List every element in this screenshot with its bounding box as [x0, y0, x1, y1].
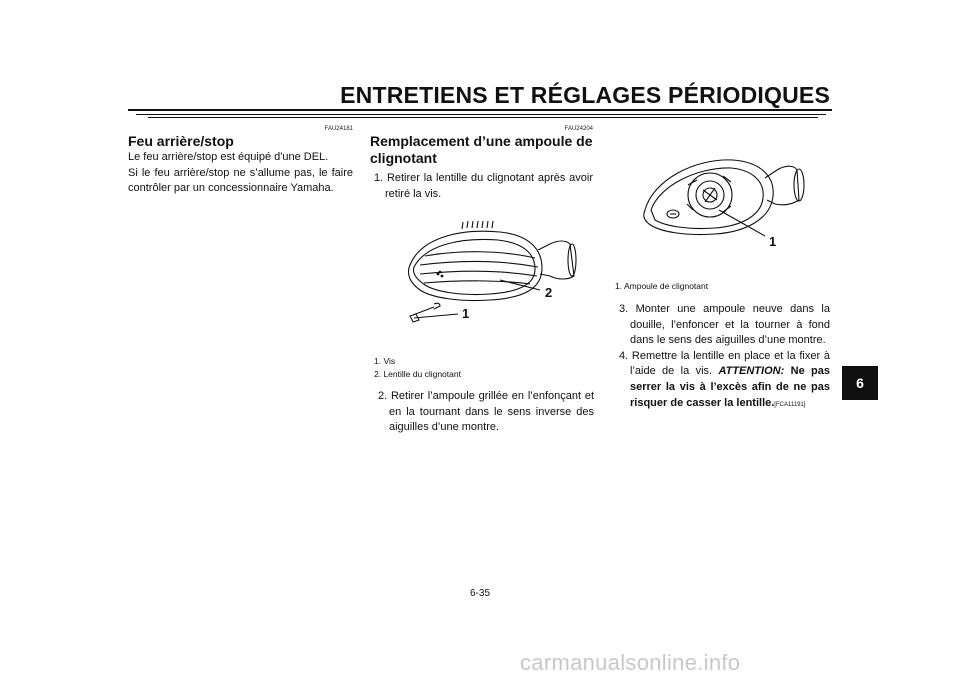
attention-label: ATTENTION:: [718, 365, 785, 378]
right-column: [615, 280, 830, 413]
step-1: 1. Retirer la lentille du clignotant après avoir retiré la vis.: [374, 172, 593, 200]
middle-figure-captions: [374, 355, 594, 436]
middle-column: [370, 126, 593, 202]
figure-label-1: 1: [769, 234, 777, 249]
header-rule: [128, 109, 832, 111]
page-header-title: ENTRETIENS ET RÉGLAGES PÉRIODIQUES: [340, 82, 830, 108]
turn-signal-lens-illustration: [370, 210, 595, 350]
chapter-number: 6: [856, 375, 864, 391]
chapter-tab: [842, 366, 878, 400]
bulb-socket-drawing: [615, 140, 830, 265]
bulb-illustration: [615, 140, 830, 265]
section-title: Remplacement d’une ampoule de clignotant: [370, 133, 593, 166]
left-column: [128, 126, 353, 197]
paragraph: Le feu arrière/stop est équipé d'une DEL.: [128, 151, 329, 163]
section-code: FAU24204: [564, 126, 593, 132]
paragraph: Si le feu arrière/stop ne s’allume pas, le faire contrôler par un concessionnaire Yamaha.: [128, 166, 353, 195]
caution-code: [FCA11191]: [774, 401, 806, 408]
attention-text: Ne pas serrer la vis à l’excès afin de ne pas risquer de casser la lentille.: [630, 365, 831, 409]
figure-label-2: 2: [545, 285, 553, 300]
header-rule: [136, 114, 826, 115]
figure-caption: 1. Vis: [374, 356, 396, 366]
section-title: Feu arrière/stop: [128, 133, 234, 149]
turn-signal-lens-drawing: [370, 210, 595, 350]
step-3: 3. Monter une ampoule neuve dans la douille, l’enfoncer et la tourner à fond dans le sens des aiguilles d’une montre.: [619, 303, 830, 347]
figure-label-1: 1: [462, 306, 470, 321]
header-rule: [148, 117, 818, 118]
step-4-text: 4. Remettre la lentille en place et la fixer à l’aide de la vis.: [619, 349, 830, 378]
page-number: 6-35: [469, 588, 490, 599]
step-2: 2. Retirer l’ampoule grillée en l’enfonçant et en la tournant dans le sens inverse des aiguilles d’une montre.: [378, 390, 594, 434]
figure-caption: 1. Ampoule de clignotant: [615, 281, 709, 291]
figure-caption: 2. Lentille du clignotant: [374, 369, 461, 379]
step-4: [615, 349, 830, 413]
watermark: carmanualsonline.info: [520, 650, 741, 675]
section-code: FAU24181: [324, 126, 353, 132]
